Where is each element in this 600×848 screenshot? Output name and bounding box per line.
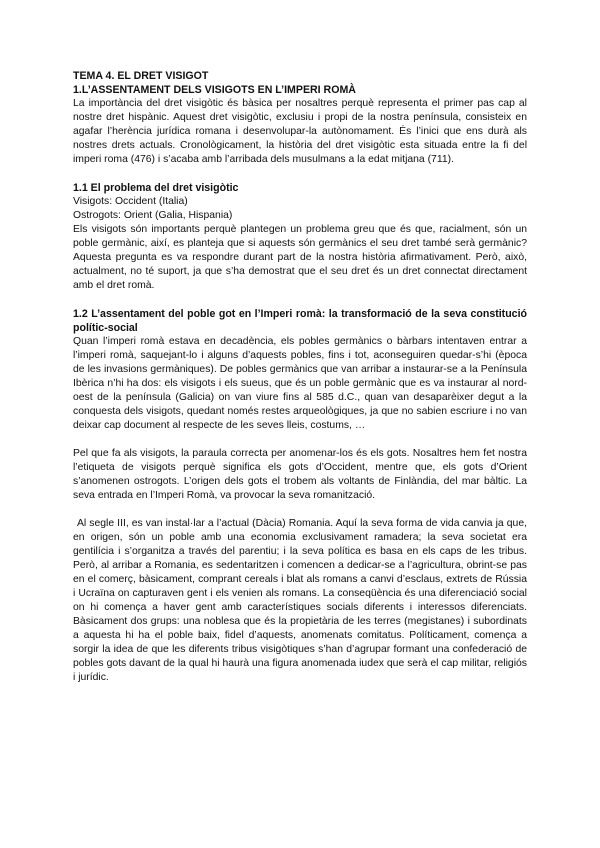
section-1-heading: 1.L’ASSENTAMENT DELS VISIGOTS EN L’IMPERI ROMÀ [73, 84, 356, 96]
spacer [73, 293, 527, 307]
section-1-1-paragraph: Els visigots són importants perquè plantegen un problema greu que és que, racialment, són un poble germànic, així, es planteja que si aquests són germànics el seu dret també serà germànic? Aquesta pregunta es va respondre durant part de la nostra història afirmativament. Però, això, actualment, no té suport, ja que s’ha demostrat que el seu dret és un dret connectat directament amb el dret romà. [73, 224, 527, 291]
document-title: TEMA 4. EL DRET VISIGOT [73, 70, 209, 82]
visigots-line: Visigots: Occident (Italia) [73, 196, 188, 207]
section-1-2-heading: 1.2 L’assentament del poble got en l’Imperi romà: la transformació de la seva constitució polític-social [73, 308, 527, 334]
spacer [73, 503, 527, 517]
spacer [73, 167, 527, 181]
section-1-1-heading: 1.1 El problema del dret visigòtic [73, 182, 239, 194]
spacer [73, 433, 527, 447]
document-page [73, 69, 527, 685]
section-1-paragraph: La importància del dret visigòtic és bàsica per nosaltres perquè representa el primer pas cap al nostre dret hispànic. Aquest dret visigòtic, exclusiu i propi de la nostra península, consisteix en agafar l’herència jurídica romana i desenvolupar-la autònomament. És l’inici que ens durà als nostres drets actuals. Cronològicament, la història del dret visigòtic esta situada entre la fi del imperi roma (476) i s’acaba amb l’arribada dels musulmans a la edat mitjana (711). [73, 98, 527, 165]
section-1-2-paragraph-2: Pel que fa als visigots, la paraula correcta per anomenar-los és els gots. Nosaltres hem fet nostra l’etiqueta de visigots perquè significa els gots d’Occident, mentre que, els gots d’Orient s’anomenen ostrogots. L’origen dels gots el trobem als voltants de Finlàndia, del mar bàltic. La seva entrada en l’Imperi Romà, va provocar la seva romanització. [73, 448, 527, 501]
ostrogots-line: Ostrogots: Orient (Galia, Hispania) [73, 210, 233, 221]
section-1-2-paragraph-3: Al segle III, es van instal·lar a l’actual (Dàcia) Romania. Aquí la seva forma de vida canvia ja que, en origen, són un poble amb una economia exclusivament ramadera; la seva societat era gentilícia i s’organitza a través del parentiu; i la seva política es basa en els caps de les tribus. Però, al arribar a Romania, es sedentaritzen i comencen a dedicar-se a l’agricultura, obrint-se pas en el comerç, bàsicament, comprant cereals i blat als romans a canvi d’esclaus, extrets de Rússia i Ucraïna on capturaven gent i els venien als romans. La conseqüència és una diferenciació social on hi comença a haver gent amb característiques socials diferents i interessos diferenciats. Bàsicament dos grups: una noblesa que és la propietària de les terres (megistanes) i subordinats a aquesta hi ha el poble baix, fidel d’aquests, anomenats comitatus. Políticament, comença a sorgir la idea de que les diferents tribus visigòtiques s’han d’agrupar formant una confederació de pobles gots davant de la qual hi haurà una figura anomenada iudex que serà el cap militar, religiós i jurídic. [73, 518, 527, 683]
section-1-2-paragraph-1: Quan l’imperi romà estava en decadència, els pobles germànics o bàrbars intentaven entrar a l’imperi romà, saquejant-lo i alguns d’aquests pobles, fins i tot, aconseguiren quedar-s’hi (època de les invasions germàniques). De pobles germànics que van arribar a instaurar-se a la Península Ibèrica n’hi ha dos: els visigots i els sueus, que és un poble germànic que es va instaurar al nord-oest de la península (Galicia) on van viure fins al 585 d.C., quan van desaparèixer degut a la conquesta dels visigots, quedant només restes arqueològiques, ja que no sabien escriure i no van deixar cap document al respecte de les seves lleis, costums, … [73, 336, 527, 431]
